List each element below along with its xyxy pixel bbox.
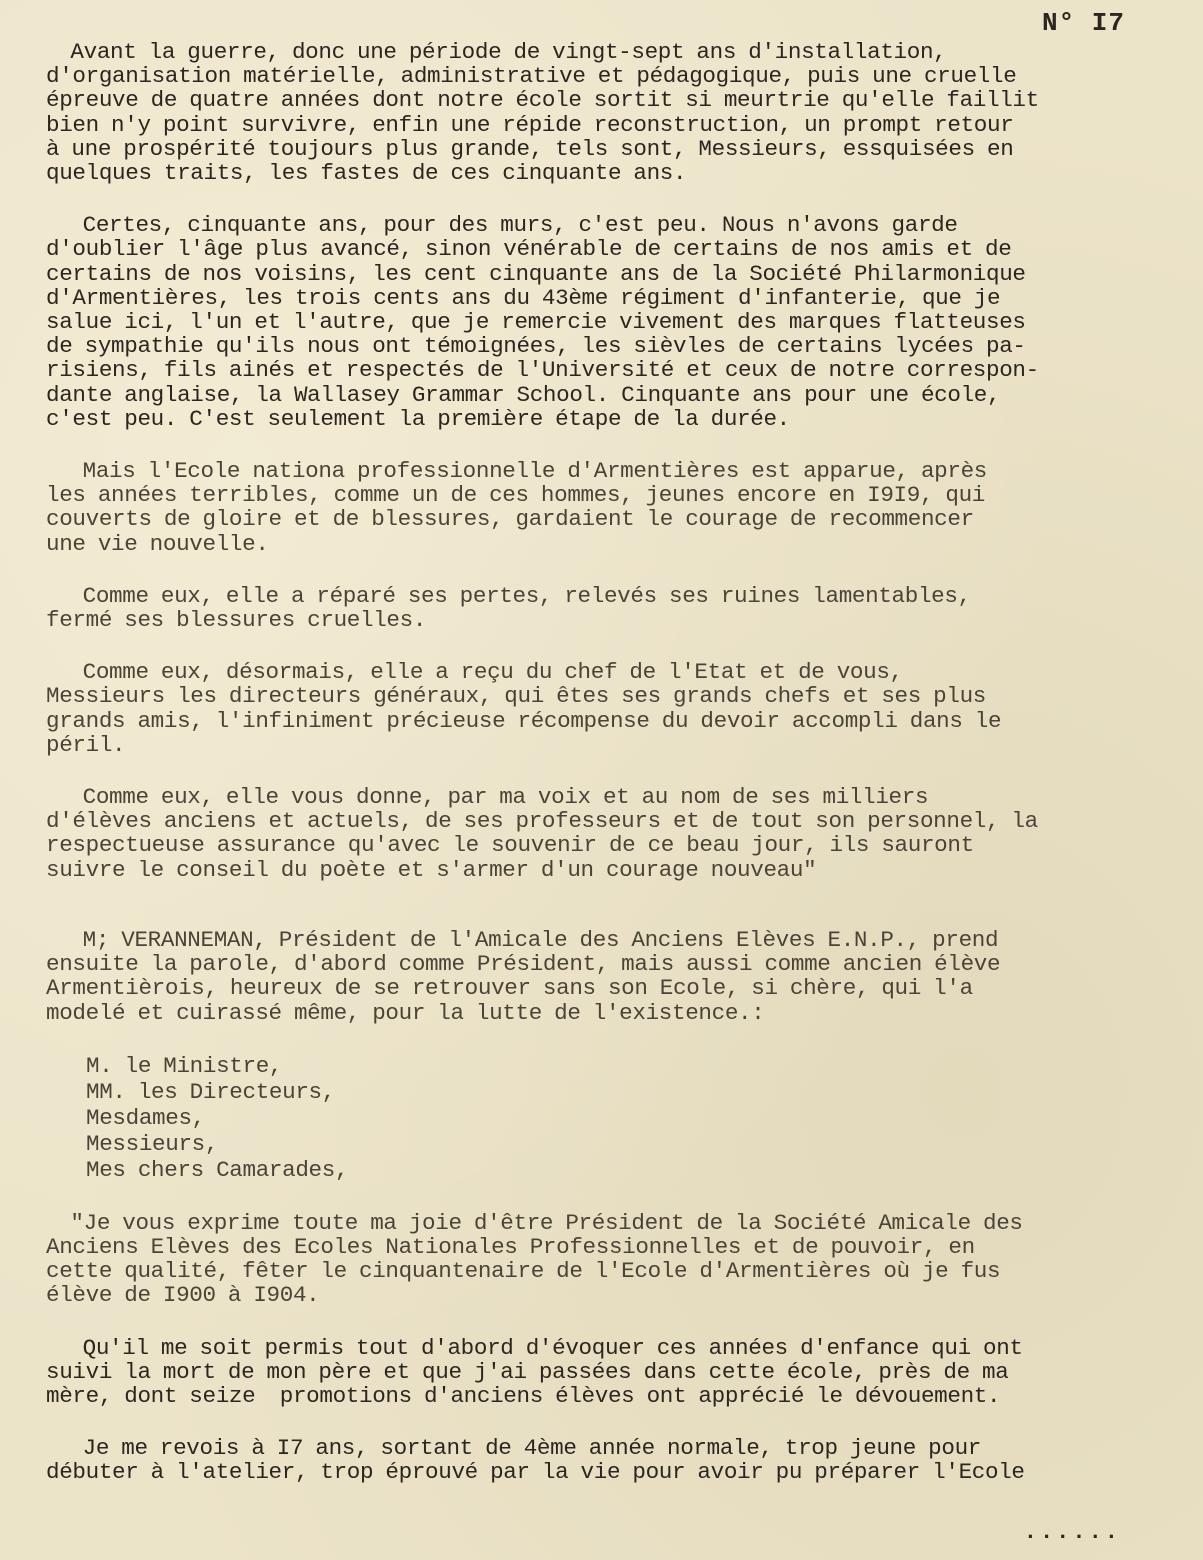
- text-line: péril.: [46, 731, 126, 758]
- document-body: [46, 40, 1196, 1485]
- paragraph-6: [46, 785, 1196, 882]
- paragraph-8: [46, 1211, 1196, 1308]
- text-line: quelques traits, les fastes de ces cinquante ans.: [46, 160, 687, 187]
- text-line: d'élèves anciens et actuels, de ses professeurs et de tout son personnel, la: [46, 808, 1038, 835]
- paragraph-10: [46, 1436, 1196, 1484]
- text-line: salue ici, l'un et l'autre, que je remercie vivement des marques flatteuses: [46, 309, 1026, 336]
- salutation-block: [46, 1053, 1196, 1183]
- text-line: ensuite la parole, d'abord comme Président, mais aussi comme ancien élève: [46, 951, 1001, 978]
- salutation-line: MM. les Directeurs,: [86, 1078, 335, 1105]
- text-line: Comme eux, elle a réparé ses pertes, relevés ses ruines lamentables,: [46, 582, 971, 609]
- text-line: risiens, fils ainés et respectés de l'Université et ceux de notre correspon-: [46, 357, 1039, 384]
- continuation-mark: ......: [1023, 1520, 1121, 1545]
- text-line: les années terribles, comme un de ces hommes, jeunes encore en I9I9, qui: [46, 482, 986, 509]
- text-line: élève de I900 à I904.: [46, 1282, 320, 1309]
- text-line: de sympathie qu'ils nous ont témoignées, les sièvles de certains lycées pa-: [46, 333, 1026, 360]
- text-line: respectueuse assurance qu'avec le souvenir de ce beau jour, ils sauront: [46, 832, 974, 859]
- text-line: d'organisation matérielle, administrative et pédagogique, puis une cruelle: [46, 63, 1017, 90]
- text-line: Comme eux, elle vous donne, par ma voix et au nom de ses milliers: [46, 784, 929, 811]
- text-line: cette qualité, fêter le cinquantenaire de l'Ecole d'Armentières où je fus: [46, 1258, 1001, 1285]
- text-line: mère, dont seize promotions d'anciens élèves ont apprécié le dévouement.: [46, 1382, 1001, 1409]
- text-line: "Je vous exprime toute ma joie d'être Président de la Société Amicale des: [46, 1209, 1023, 1236]
- text-line: à une prospérité toujours plus grande, tels sont, Messieurs, essquisées en: [46, 135, 1014, 162]
- text-line: d'Armentières, les trois cents ans du 43ème régiment d'infanterie, que je: [46, 284, 1001, 311]
- text-line: Qu'il me soit permis tout d'abord d'évoquer ces années d'enfance qui ont: [46, 1334, 1023, 1361]
- text-line: modelé et cuirassé même, pour la lutte de l'existence.:: [46, 999, 765, 1026]
- text-line: Armentièrois, heureux de se retrouver sans son Ecole, si chère, qui l'a: [46, 975, 973, 1002]
- salutation-line: Messieurs,: [86, 1130, 219, 1157]
- text-line: suivi la mort de mon père et que j'ai passées dans cette école, près de ma: [46, 1358, 1009, 1385]
- text-line: épreuve de quatre années dont notre école sortit si meurtrie qu'elle faillit: [46, 87, 1039, 114]
- paragraph-1: [46, 40, 1196, 185]
- text-line: Messieurs les directeurs généraux, qui êtes ses grands chefs et ses plus: [46, 683, 987, 710]
- paragraph-3: [46, 459, 1196, 556]
- salutation-line: Mesdames,: [86, 1104, 205, 1131]
- text-line: couverts de gloire et de blessures, gardaient le courage de recommencer: [46, 506, 974, 533]
- text-line: c'est peu. C'est seulement la première étape de la durée.: [46, 405, 790, 432]
- salutation-line: M. le Ministre,: [86, 1052, 283, 1079]
- text-line: débuter à l'atelier, trop éprouvé par la vie pour avoir pu préparer l'Ecole: [46, 1459, 1025, 1486]
- text-line: Je me revois à I7 ans, sortant de 4ème année normale, trop jeune pour: [46, 1435, 982, 1462]
- text-line: fermé ses blessures cruelles.: [46, 607, 427, 634]
- text-line: bien n'y point survivre, enfin une répide reconstruction, un prompt retour: [46, 111, 1014, 138]
- paragraph-5: [46, 660, 1196, 757]
- page-number: N° I7: [1041, 8, 1125, 38]
- paragraph-2: [46, 213, 1196, 431]
- text-line: d'oublier l'âge plus avancé, sinon vénérable de certains de nos amis et de: [46, 236, 1012, 263]
- salutation-line: Mes chers Camarades,: [86, 1156, 349, 1183]
- text-line: grands amis, l'infiniment précieuse récompense du devoir accompli dans le: [46, 707, 1002, 734]
- text-line: Anciens Elèves des Ecoles Nationales Professionnelles et de pouvoir, en: [46, 1233, 975, 1260]
- text-line: dante anglaise, la Wallasey Grammar School. Cinquante ans pour une école,: [46, 381, 1001, 408]
- paragraph-7: [46, 928, 1196, 1025]
- text-line: une vie nouvelle.: [46, 530, 269, 557]
- text-line: Certes, cinquante ans, pour des murs, c'est peu. Nous n'avons garde: [46, 212, 958, 239]
- text-line: Comme eux, désormais, elle a reçu du chef de l'Etat et de vous,: [46, 659, 903, 686]
- paragraph-9: [46, 1336, 1196, 1409]
- text-line: certains de nos voisins, les cent cinquante ans de la Société Philarmonique: [46, 260, 1026, 287]
- text-line: Avant la guerre, donc une période de vingt-sept ans d'installation,: [46, 39, 947, 65]
- text-line: Mais l'Ecole nationa professionnelle d'Armentières est apparue, après: [46, 458, 988, 485]
- paragraph-4: [46, 584, 1196, 632]
- text-line: M; VERANNEMAN, Président de l'Amicale des Anciens Elèves E.N.P., prend: [46, 926, 999, 953]
- text-line: suivre le conseil du poète et s'armer d'un courage nouveau": [46, 856, 817, 883]
